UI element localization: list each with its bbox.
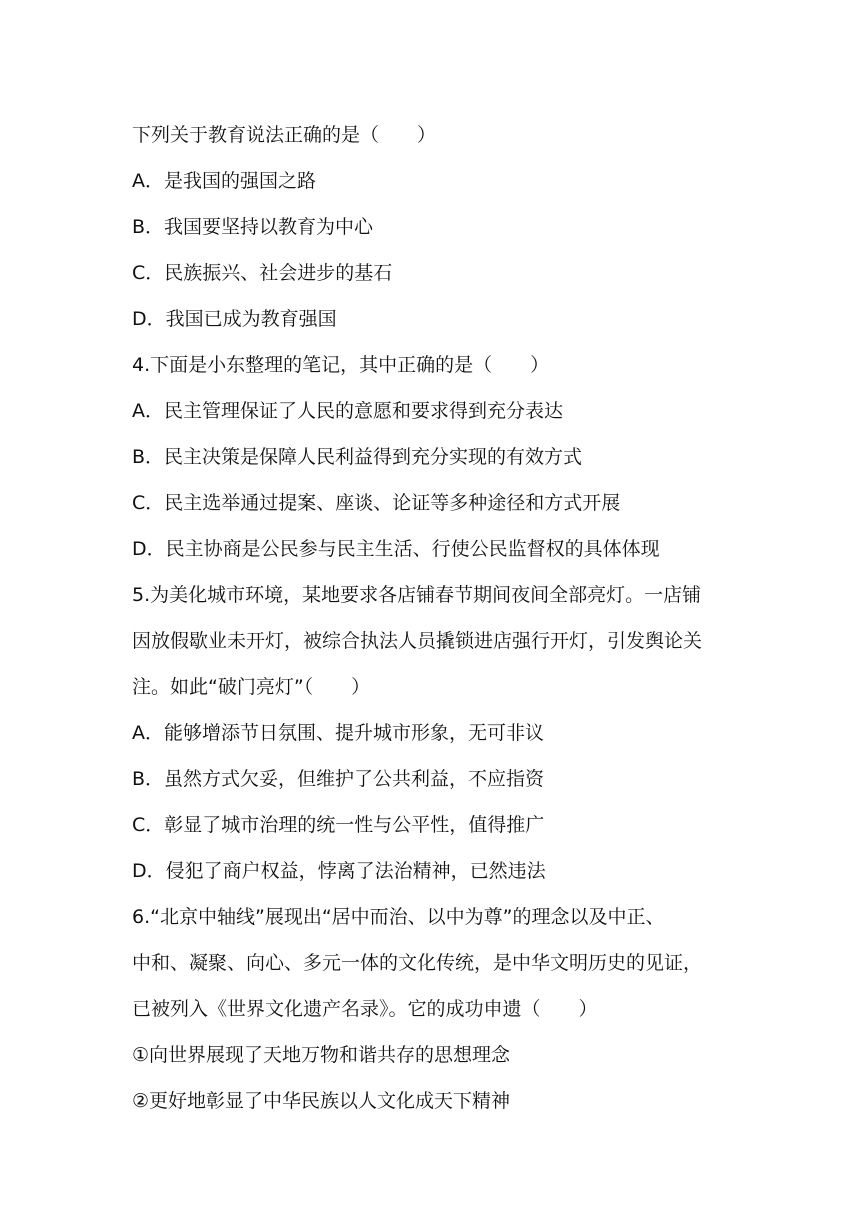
- question-3-option-a: [132, 158, 752, 204]
- option-text: A．能够增添节日氛围、提升城市形象，无可非议: [132, 722, 544, 744]
- stem-text: 注。如此“破门亮灯”（ ）: [132, 676, 371, 698]
- stem-text: 5.为美化城市环境，某地要求各店铺春节期间夜间全部亮灯。一店铺: [132, 584, 702, 606]
- question-5-option-a: [132, 710, 752, 756]
- option-text: D．民主协商是公民参与民主生活、行使公民监督权的具体体现: [132, 538, 660, 560]
- question-5-option-b: [132, 756, 752, 802]
- question-3-option-d: [132, 296, 752, 342]
- option-text: C．民主选举通过提案、座谈、论证等多种途径和方式开展: [132, 492, 621, 514]
- question-6-statement-1: [132, 1032, 752, 1078]
- question-4-option-b: [132, 434, 752, 480]
- option-text: B．虽然方式欠妥，但维护了公共利益，不应指资: [132, 768, 545, 790]
- question-4-stem: [132, 342, 752, 388]
- question-3-option-b: [132, 204, 752, 250]
- question-5-stem-line: [132, 664, 752, 710]
- question-3-option-c: [132, 250, 752, 296]
- stem-text: 因放假歇业未开灯，被综合执法人员撬锁进店强行开灯，引发舆论关: [132, 630, 703, 652]
- question-5-option-c: [132, 802, 752, 848]
- question-4-option-a: [132, 388, 752, 434]
- question-6-stem-line: [132, 894, 752, 940]
- question-4-option-c: [132, 480, 752, 526]
- question-3-stem: [132, 112, 752, 158]
- option-text: A．是我国的强国之路: [132, 170, 316, 192]
- stem-text: 中和、凝聚、向心、多元一体的文化传统，是中华文明历史的见证，: [132, 952, 703, 974]
- statement-text: ②更好地彰显了中华民族以人文化成天下精神: [132, 1090, 511, 1112]
- option-text: B．我国要坚持以教育为中心: [132, 216, 374, 238]
- stem-text: 已被列入《世界文化遗产名录》。它的成功申遗（ ）: [132, 998, 598, 1020]
- option-text: D．侵犯了商户权益，悖离了法治精神，已然违法: [132, 860, 546, 882]
- question-6-statement-2: [132, 1078, 752, 1124]
- question-list: [132, 112, 752, 1124]
- option-text: C．彰显了城市治理的统一性与公平性，值得推广: [132, 814, 545, 836]
- option-text: D．我国已成为教育强国: [132, 308, 337, 330]
- question-5-stem-line: [132, 572, 752, 618]
- stem-text: 6.“北京中轴线”展现出“居中而治、以中为尊”的理念以及中正、: [132, 906, 665, 928]
- statement-text: ①向世界展现了天地万物和谐共存的思想理念: [132, 1044, 511, 1066]
- question-6-stem-line: [132, 986, 752, 1032]
- option-text: A．民主管理保证了人民的意愿和要求得到充分表达: [132, 400, 563, 422]
- question-6-stem-line: [132, 940, 752, 986]
- option-text: C．民族振兴、社会进步的基石: [132, 262, 393, 284]
- question-4-stem-text: 4.下面是小东整理的笔记，其中正确的是（ ）: [132, 354, 550, 376]
- question-3-stem-text: 下列关于教育说法正确的是（ ）: [132, 124, 437, 146]
- option-text: B．民主决策是保障人民利益得到充分实现的有效方式: [132, 446, 583, 468]
- question-5-stem-line: [132, 618, 752, 664]
- question-4-option-d: [132, 526, 752, 572]
- question-5-option-d: [132, 848, 752, 894]
